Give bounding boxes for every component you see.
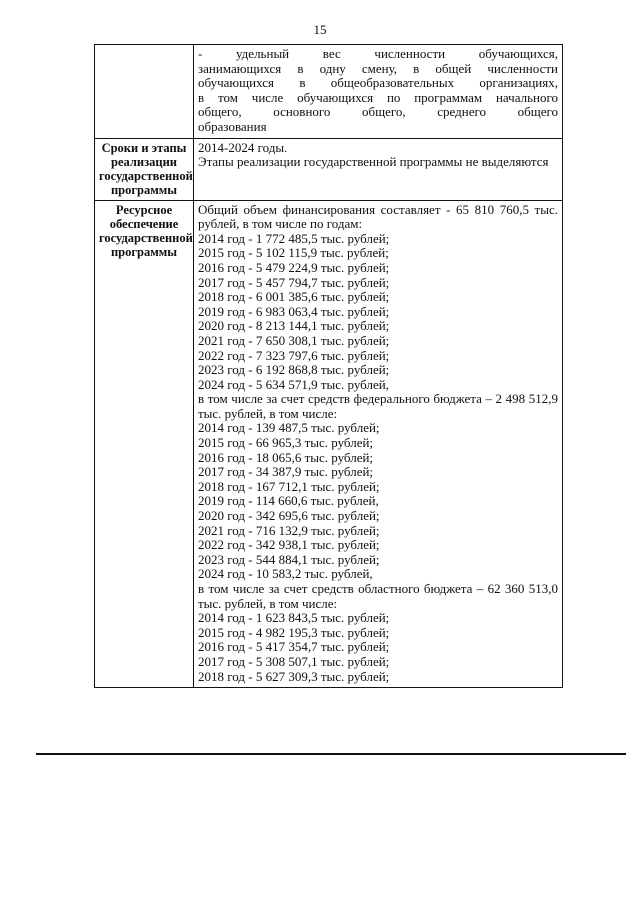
federal-year-line: 2021 год - 716 132,9 тыс. рублей; [198, 522, 380, 538]
regional-intro: в том числе за счет средств областного бюджета – 62 360 513,0 тыс. рублей, в том числе: [198, 581, 558, 611]
federal-year-line: 2016 год - 18 065,6 тыс. рублей; [198, 449, 374, 465]
total-year-line: 2022 год - 7 323 797,6 тыс. рублей; [198, 347, 390, 363]
indicator-line: - удельный вес численности обучающихся, [198, 46, 558, 61]
resources-label: Ресурсное обеспечение государственной программы [95, 200, 194, 688]
total-year-line: 2020 год - 8 213 144,1 тыс. рублей; [198, 318, 390, 334]
terms-content [194, 138, 563, 200]
total-year-line: 2019 год - 6 983 063,4 тыс. рублей; [198, 303, 390, 319]
total-year-line: 2021 год - 7 650 308,1 тыс. рублей; [198, 332, 390, 348]
federal-year-line: 2014 год - 139 487,5 тыс. рублей; [198, 420, 380, 436]
page-number: 15 [313, 22, 327, 37]
indicator-text [194, 45, 563, 139]
indicator-line: обучающихся в общеобразовательных организациях, [198, 75, 558, 91]
regional-year-line: 2015 год - 4 982 195,3 тыс. рублей; [198, 624, 390, 640]
table-row-resources [95, 200, 563, 688]
total-year-line: 2024 год - 5 634 571,9 тыс. рублей, [198, 376, 389, 392]
federal-year-line: 2019 год - 114 660,6 тыс. рублей, [198, 493, 379, 509]
federal-year-line: 2022 год - 342 938,1 тыс. рублей; [198, 537, 380, 553]
terms-stages: Этапы реализации государственной программы не выделяются [198, 154, 549, 170]
regional-year-line: 2017 год - 5 308 507,1 тыс. рублей; [198, 653, 390, 669]
page-bottom-rule [36, 753, 626, 755]
terms-years: 2014-2024 годы. [198, 139, 288, 155]
indicator-line: в том числе обучающихся по программам начального [198, 89, 558, 105]
federal-year-line: 2023 год - 544 884,1 тыс. рублей; [198, 551, 380, 567]
regional-year-line: 2014 год - 1 623 843,5 тыс. рублей; [198, 610, 390, 626]
table-row-terms [95, 138, 563, 200]
regional-year-line: 2018 год - 5 627 309,3 тыс. рублей; [198, 668, 390, 684]
resources-content [194, 200, 563, 688]
federal-year-line: 2024 год - 10 583,2 тыс. рублей, [198, 566, 373, 582]
indicator-line: общего, основного общего, среднего общего [198, 104, 558, 120]
regional-year-line: 2016 год - 5 417 354,7 тыс. рублей; [198, 639, 390, 655]
resources-intro: Общий объем финансирования составляет - 65 810 760,5 тыс. рублей, в том числе по годам: [198, 201, 558, 232]
total-year-line: 2018 год - 6 001 385,6 тыс. рублей; [198, 289, 390, 305]
table-row-indicator [95, 45, 563, 139]
total-year-line: 2017 год - 5 457 794,7 тыс. рублей; [198, 274, 390, 290]
federal-year-line: 2017 год - 34 387,9 тыс. рублей; [198, 464, 374, 480]
indicator-line: образования [198, 118, 267, 134]
total-year-line: 2015 год - 5 102 115,9 тыс. рублей; [198, 245, 389, 261]
row-label-empty [95, 45, 194, 139]
indicator-line: занимающихся в одну смену, в общей численности [198, 60, 558, 76]
total-year-line: 2023 год - 6 192 868,8 тыс. рублей; [198, 362, 390, 378]
federal-intro: в том числе за счет средств федерального бюджета – 2 498 512,9 тыс. рублей, в том числе: [198, 391, 558, 421]
federal-year-line: 2015 год - 66 965,3 тыс. рублей; [198, 435, 374, 451]
federal-year-line: 2020 год - 342 695,6 тыс. рублей; [198, 508, 380, 524]
total-year-line: 2014 год - 1 772 485,5 тыс. рублей; [198, 230, 390, 246]
total-year-line: 2016 год - 5 479 224,9 тыс. рублей; [198, 259, 390, 275]
federal-year-line: 2018 год - 167 712,1 тыс. рублей; [198, 478, 380, 494]
program-passport-table [94, 44, 563, 688]
terms-label: Сроки и этапы реализации государственной программы [95, 138, 194, 200]
